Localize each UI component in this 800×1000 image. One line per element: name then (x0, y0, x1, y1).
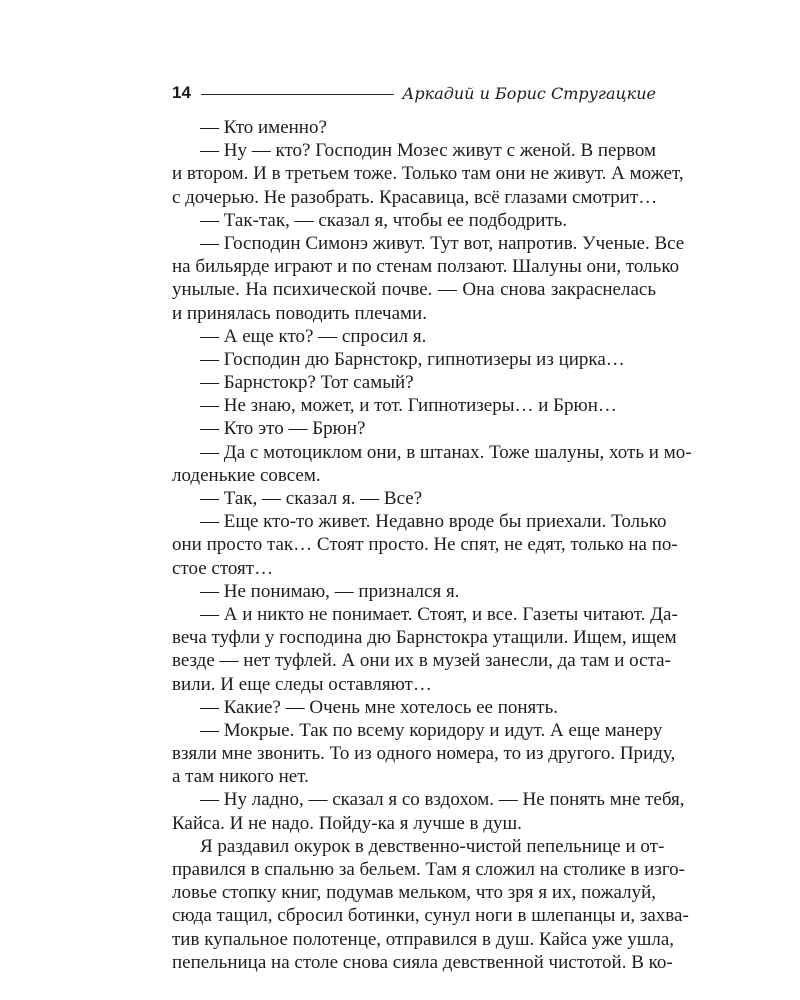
text-line: и втором. И в третьем тоже. Только там они не живут. А может, (172, 163, 684, 185)
text-line: — А еще кто? — спросил я. (200, 325, 427, 347)
header-rule (201, 94, 394, 95)
text-line: — Барнстокр? Тот самый? (200, 372, 414, 394)
text-line: везде — нет туфлей. А они их в музей занесли, да там и оста- (172, 650, 671, 672)
text-line: вили. И еще следы оставляют… (172, 673, 432, 695)
text-line: и принялась поводить плечами. (172, 302, 427, 324)
text-line: — Не понимаю, — признался я. (200, 580, 460, 602)
text-line: — Господин Симонэ живут. Тут вот, напротив. Ученые. Все (200, 232, 685, 254)
text-line: — Так, — сказал я. — Все? (200, 488, 423, 509)
text-line: взяли мне звонить. То из одного номера, то из другого. Приду, (172, 743, 676, 765)
text-line: — Кто это — Брюн? (200, 418, 366, 440)
text-line: — Ну ладно, — сказал я со вздохом. — Не понять мне тебя, (200, 789, 685, 811)
text-line: Кайса. И не надо. Пойду-ка я лучше в душ. (172, 812, 522, 834)
text-line: унылые. На психической почве. — Она снова закраснелась (172, 279, 656, 301)
text-line: они просто так… Стоят просто. Не спят, не едят, только на по- (172, 534, 678, 556)
text-line: — А и никто не понимает. Стоят, и все. Газеты читают. Да- (200, 603, 678, 625)
text-line: — Не знаю, может, и тот. Гипнотизеры… и Брюн… (200, 395, 617, 417)
text-line: — Господин дю Барнстокр, гипнотизеры из цирка… (200, 348, 625, 370)
text-line: — Да с мотоциклом они, в штанах. Тоже шалуны, хоть и мо- (200, 441, 692, 463)
text-line: на бильярде играют и по стенам ползают. Шалуны они, только (172, 256, 680, 278)
text-line: тив купальное полотенце, отправился в душ. Кайса уже ушла, (172, 928, 674, 950)
page-header (172, 78, 656, 108)
text-line: — Ну — кто? Господин Мозес живут с женой. В первом (200, 140, 656, 162)
text-line: а там никого нет. (172, 766, 309, 788)
text-line: лоденькие совсем. (172, 464, 321, 486)
text-line: ловье стопку книг, подумав мельком, что зря я их, пожалуй, (172, 882, 656, 904)
text-line: правился в спальню за бельем. Там я сложил на столике в изго- (172, 859, 685, 880)
text-line: с дочерью. Не разобрать. Красавица, всё глазами смотрит… (172, 186, 658, 208)
text-line: — Так-так, — сказал я, чтобы ее подбодрить. (200, 209, 568, 231)
text-line: веча туфли у господина дю Барнстокра утащили. Ищем, ищем (172, 627, 677, 649)
running-title: Аркадий и Борис Стругацкие (402, 83, 656, 103)
text-line: — Кто именно? (200, 117, 327, 138)
text-line: сюда тащил, сбросил ботинки, сунул ноги в шлепанцы и, захва- (172, 905, 689, 927)
text-line: — Еще кто-то живет. Недавно вроде бы приехали. Только (200, 511, 667, 533)
text-line: пепельница на столе снова сияла девственной чистотой. В ко- (172, 951, 673, 973)
text-line: Я раздавил окурок в девственно-чистой пепельнице и от- (200, 835, 665, 857)
page-number: 14 (172, 83, 191, 102)
text-line: — Какие? — Очень мне хотелось ее понять. (200, 696, 559, 718)
text-line: стое стоят… (172, 557, 274, 579)
text-line: — Мокрые. Так по всему коридору и идут. А еще манеру (200, 719, 663, 741)
body-text (172, 116, 692, 974)
